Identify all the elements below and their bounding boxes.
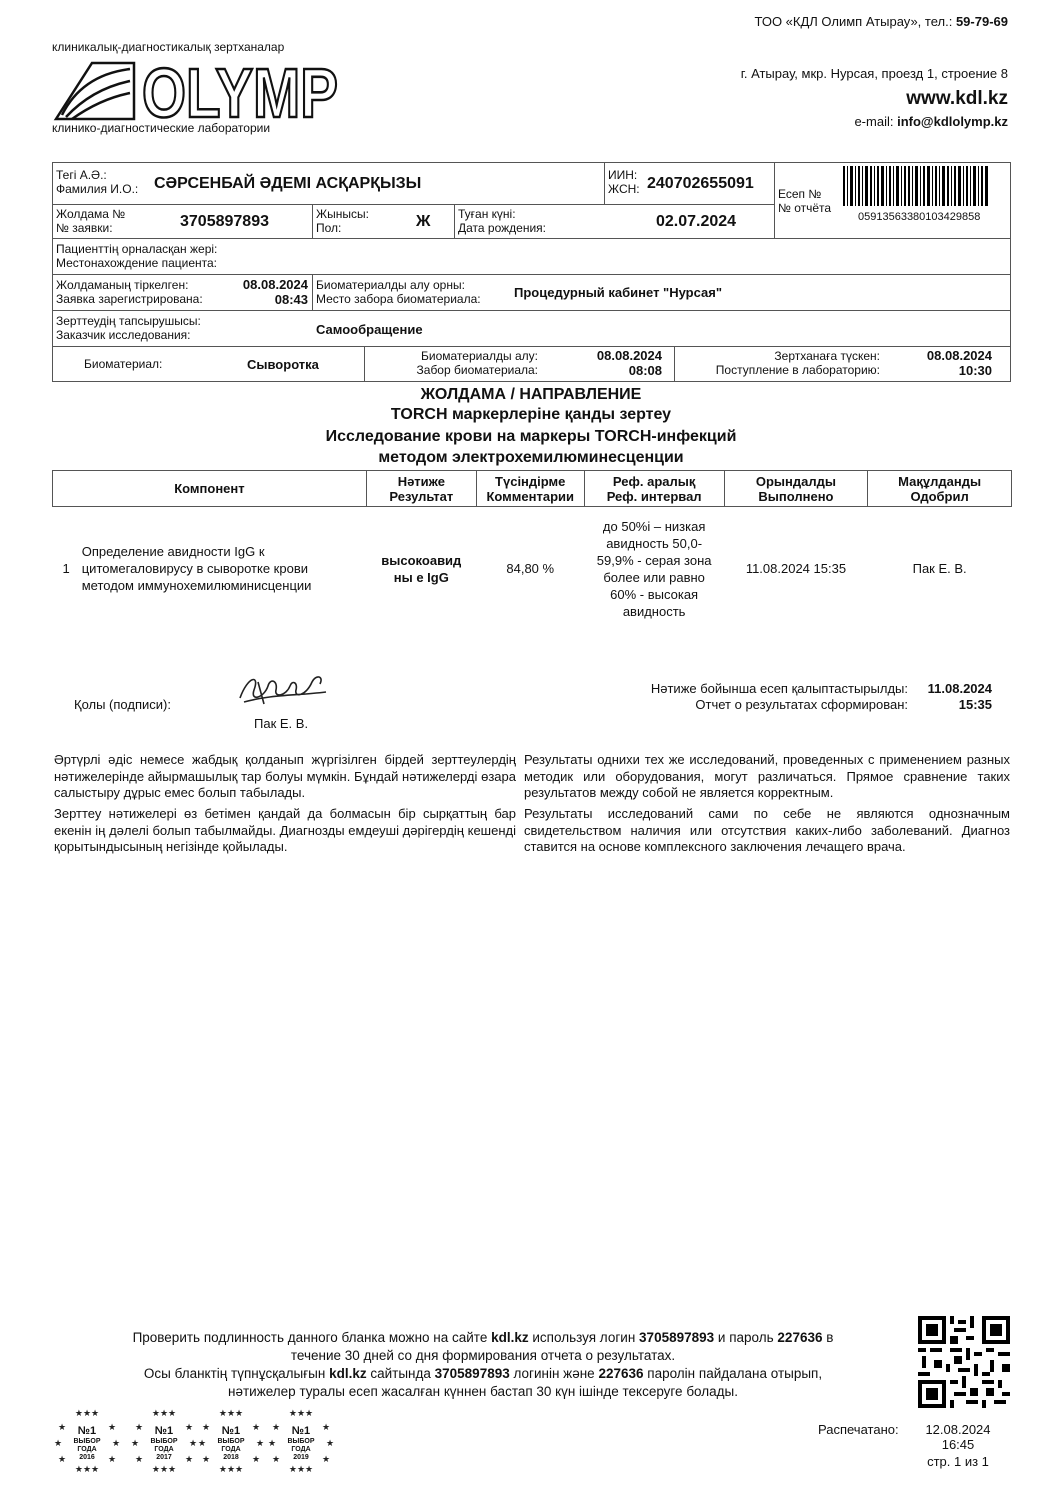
badge-line: ГОДА (154, 1446, 174, 1453)
logo-wordmark: OLYMP (142, 55, 338, 123)
website-link[interactable]: www.kdl.kz (906, 88, 1008, 109)
dob-label: Туған күні: Дата рождения: (458, 207, 546, 235)
printed-label: Распечатано: (818, 1422, 899, 1437)
results-table (52, 470, 1012, 631)
order-label: Жолдама № № заявки: (56, 207, 126, 235)
svg-text:★: ★ (54, 1439, 63, 1449)
svg-text:★: ★ (251, 1455, 261, 1465)
svg-text:★: ★ (271, 1455, 281, 1465)
svg-text:★★★: ★★★ (218, 1409, 244, 1419)
svg-text:★: ★ (198, 1439, 207, 1449)
verification-text (54, 1329, 912, 1401)
badge-line: ГОДА (291, 1446, 311, 1453)
badge-year: 2017 (156, 1454, 172, 1461)
col-approved: Мақұлданды Одобрил (868, 471, 1012, 507)
row-number: 1 (62, 561, 70, 577)
badge-year: 2018 (223, 1454, 239, 1461)
svg-text:★★★: ★★★ (151, 1465, 177, 1474)
col-reference: Реф. аралық Реф. интервал (584, 471, 724, 507)
award-badge-2018 (198, 1408, 264, 1474)
badge-line: ВЫБОР (217, 1438, 245, 1445)
report-label: Есеп № № отчёта (778, 187, 832, 215)
badge-number: №1 (77, 1425, 97, 1437)
location-label: Пациенттің орналасқан жері: Местонахождение пациента: (56, 242, 218, 270)
address: г. Атырау, мкр. Нурсая, проезд 1, строение 8 (740, 66, 1008, 81)
patient-name: СӘРСЕНБАЙ ӘДЕМІ АСҚАРҚЫЗЫ (154, 175, 422, 192)
svg-text:★: ★ (134, 1455, 144, 1465)
svg-text:★★★: ★★★ (151, 1409, 177, 1419)
sex-label: Жынысы: Пол: (316, 207, 369, 235)
svg-text:★★★: ★★★ (218, 1465, 244, 1474)
badge-line: ВЫБОР (287, 1438, 315, 1445)
sex-value: Ж (416, 213, 431, 230)
badge-number: №1 (291, 1425, 311, 1437)
note-ru-2: Результаты исследований сами по себе не являются однозначным свидетельством наличия или отсутствия каких-либо заболеваний. Диагноз ставится на основе комплексного заключения лечащего врача. (524, 806, 1010, 854)
col-comment: Түсіндірме Комментарии (476, 471, 584, 507)
place-label: Биоматериалды алу орны: Место забора биоматериала: (316, 278, 481, 306)
title-method: методом электрохемилюминесценции (378, 449, 684, 466)
title-kz: TORCH маркерлеріне қанды зертеу (390, 406, 672, 423)
signature-image (234, 668, 330, 708)
col-result: Нәтиже Результат (366, 471, 476, 507)
collect-datetime: 08.08.2024 08:08 (596, 348, 662, 378)
title-direction: ЖОЛДАМА / НАПРАВЛЕНИЕ (420, 386, 642, 403)
svg-text:★: ★ (255, 1439, 264, 1449)
signature-label: Қолы (подписи): (74, 697, 171, 712)
name-label: Тегі А.Ә.: Фамилия И.О.: (56, 168, 139, 196)
svg-text:★★★: ★★★ (74, 1465, 100, 1474)
biomaterial-value: Сыворотка (247, 357, 319, 372)
svg-text:★: ★ (57, 1423, 67, 1433)
svg-text:★★★: ★★★ (74, 1409, 100, 1419)
order-number: 3705897893 (180, 213, 269, 230)
email-link[interactable]: info@kdlolymp.kz (897, 114, 1008, 129)
svg-text:★: ★ (134, 1423, 144, 1433)
svg-text:★: ★ (201, 1455, 211, 1465)
registered-label: Жолдаманың тіркелген: Заявка зарегистрирована: (56, 278, 203, 306)
svg-text:★: ★ (321, 1423, 331, 1433)
note-ru-1: Результаты однихи тех же исследований, проведенных с применением разных методик или оборудования, могут различаться. Прямое сравнение таких результатов между собой не является корректным. (524, 752, 1010, 800)
svg-text:★: ★ (57, 1455, 67, 1465)
result-value: высокоавидны е IgG (381, 552, 462, 585)
award-badge-2016 (54, 1408, 120, 1474)
svg-text:★★★: ★★★ (288, 1409, 314, 1419)
barcode (843, 166, 988, 206)
lab-received-label: Зертханаға түскен: Поступление в лабораторию: (715, 349, 880, 377)
company-line: ТОО «КДЛ Олимп Атырау», тел.: 59-79-69 (754, 14, 1008, 29)
col-done: Орындалды Выполнено (724, 471, 868, 507)
customer-label: Зерттеудің тапсырушысы: Заказчик исследования: (56, 314, 201, 342)
biomaterial-label: Биоматериал: (84, 357, 163, 371)
report-formed-label: Нәтиже бойынша есеп қалыптастырылды: Отчет о результатах сформирован: (650, 681, 908, 712)
logo-top-text: клиникалық-диагностикалық зертханалар (52, 40, 285, 54)
comment-value: 84,80 % (506, 561, 555, 577)
component-name: Определение авидности IgG к цитомегаловирусу в сыворотке крови методом иммунохемилюминисценции (81, 544, 312, 594)
svg-text:★: ★ (201, 1423, 211, 1433)
email-line: e-mail: info@kdlolymp.kz (854, 114, 1008, 129)
svg-text:★★★: ★★★ (288, 1465, 314, 1474)
badge-number: №1 (154, 1425, 174, 1437)
svg-text:★: ★ (188, 1439, 197, 1449)
verification-kz: Осы бланктің түпнұсқалығын kdl.kz сайтында 3705897893 логинін және 227636 паролін пайдалана отырып, нәтижелер туралы есеп жасалған күннен бастап 30 күн ішінде тексеруге болады. (143, 1366, 823, 1399)
verification-ru: Проверить подлинность данного бланка можно на сайте kdl.kz используя логин 3705897893 и пароль 227636 в течение 30 дней со дня формирования отчета о результатах. (132, 1330, 834, 1363)
svg-text:★: ★ (251, 1423, 261, 1433)
logo-bottom-text: клинико-диагностические лаборатории (52, 121, 271, 135)
svg-text:★: ★ (107, 1423, 117, 1433)
badge-line: ВЫБОР (150, 1438, 178, 1445)
award-badge-2017 (131, 1408, 197, 1474)
barcode-number: 05913563380103429858 (858, 211, 981, 223)
badge-number: №1 (221, 1425, 241, 1437)
customer-value: Самообращение (316, 322, 423, 337)
svg-text:★: ★ (325, 1439, 334, 1449)
title-ru: Исследование крови на маркеры TORCH-инфекций (325, 428, 737, 445)
dob-value: 02.07.2024 (656, 213, 737, 230)
iin-value: 240702655091 (647, 175, 754, 192)
reference-interval: до 50%і – низкая авидность 50,0-59,9% - серая зона более или равно 60% - высокая авидность (596, 518, 712, 619)
award-badge-2019 (268, 1408, 334, 1474)
qr-code (918, 1316, 1010, 1408)
note-kz-2: Зерттеу нәтижелері өз бетімен қандай да болмасын бір сырқаттың бар екенін ің дәлелі болып табылмайды. Диагнозды емдеуші дәрігердің кешенді қорытындысының негізінде қойылады. (54, 806, 516, 854)
svg-text:★: ★ (184, 1423, 194, 1433)
report-formed-datetime: 11.08.2024 15:35 (927, 681, 992, 712)
page-number: стр. 1 из 1 (927, 1454, 989, 1469)
table-row (53, 507, 1012, 631)
printed-datetime: 12.08.2024 16:45 стр. 1 из 1 (908, 1422, 1008, 1469)
svg-text:★: ★ (131, 1439, 140, 1449)
col-component: Компонент (53, 471, 367, 507)
registered-datetime: 08.08.2024 08:43 (242, 277, 308, 307)
badge-line: ГОДА (221, 1446, 241, 1453)
svg-text:★: ★ (268, 1439, 277, 1449)
note-kz-1: Әртүрлі әдіс немесе жабдық қолданып жүргізілген бірдей зерттеулердің нәтижелерінде айырмашылық тар болуы мүмкін. Бұндай нәтижелерді өзара салыстыру дұрыс емес болып табылады. (54, 752, 516, 800)
iin-label: ИИН: ЖСН: (608, 168, 640, 196)
place-value: Процедурный кабинет "Нурсая" (514, 285, 722, 300)
badge-line: ГОДА (77, 1446, 97, 1453)
svg-text:★: ★ (271, 1423, 281, 1433)
table-header-row (53, 471, 1012, 507)
olymp-logo (52, 55, 342, 123)
badge-year: 2016 (79, 1454, 95, 1461)
badge-year: 2019 (293, 1454, 309, 1461)
svg-text:★: ★ (107, 1455, 117, 1465)
approved-by: Пак Е. В. (912, 561, 967, 577)
svg-text:★: ★ (184, 1455, 194, 1465)
lab-received-datetime: 08.08.2024 10:30 (926, 348, 992, 378)
badge-line: ВЫБОР (73, 1438, 101, 1445)
signer-name: Пак Е. В. (254, 716, 309, 731)
component-cell (53, 507, 367, 631)
svg-text:★: ★ (321, 1455, 331, 1465)
svg-text:★: ★ (111, 1439, 120, 1449)
collect-label: Биоматериалды алу: Забор биоматериала: (416, 349, 538, 377)
done-datetime: 11.08.2024 15:35 (745, 561, 847, 577)
